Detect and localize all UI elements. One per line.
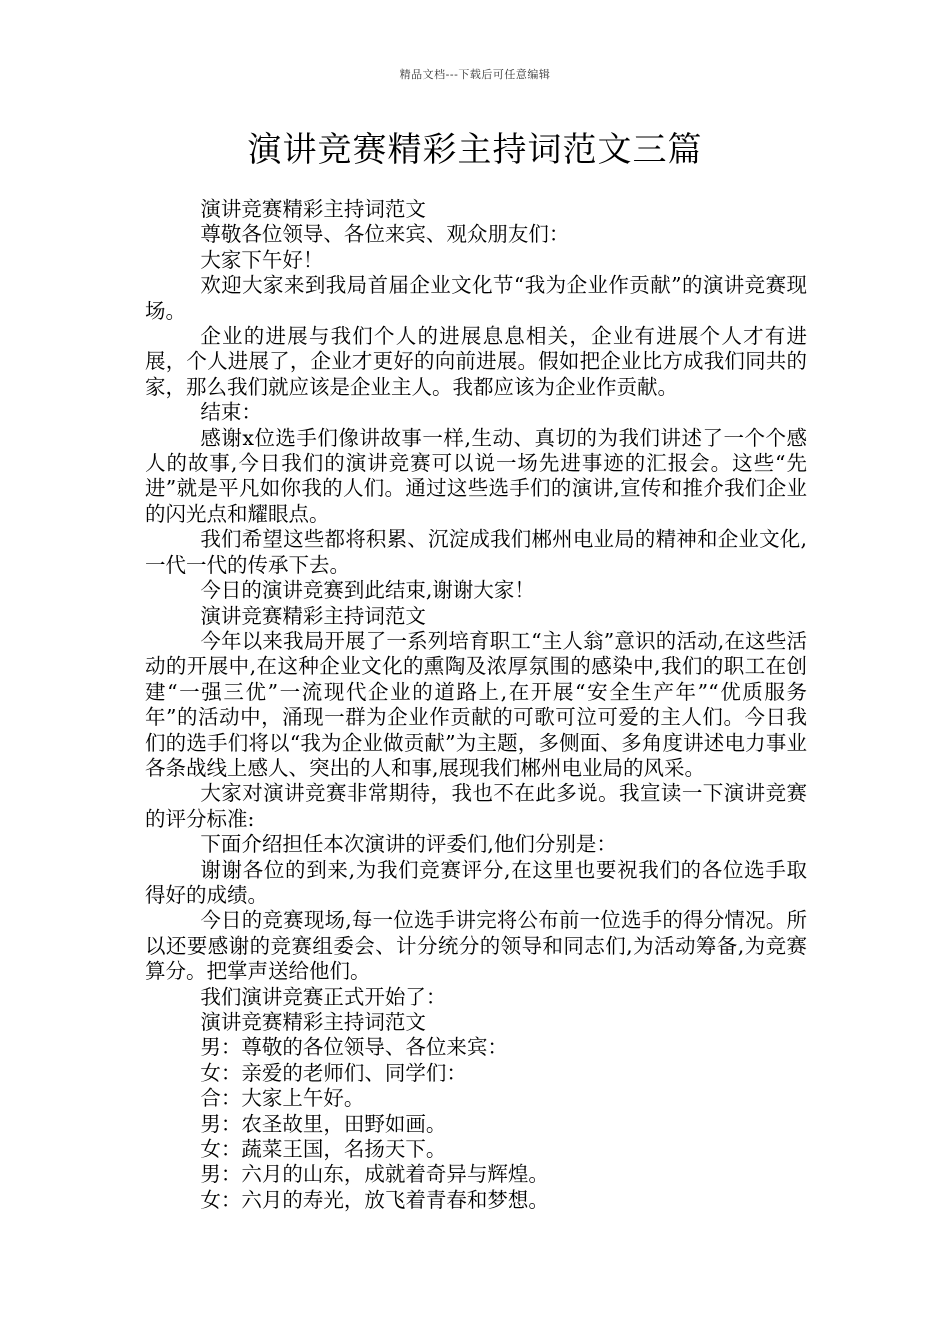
paragraph: 合：大家上午好。 bbox=[200, 1086, 365, 1111]
paragraph: 今年以来我局开展了一系列培育职工“主人翁”意识的活动,在这些活动的开展中,在这种企业文化的熏陶及浓厚氛围的感染中,我们的职工在创建“一强三优”一流现代企业的道路上,在开展“安全生产年”“优质服务年”的活动中，涌现一群为企业作贡献的可歌可泣可爱的主人们。今日我们的选手们将以“我为企业做贡献”为主题，多侧面、多角度讲述电力事业各条战线上感人、突出的人和事,展现我们郴州电业局的风采。 bbox=[145, 628, 807, 780]
paragraph: 今日的演讲竞赛到此结束,谢谢大家！ bbox=[200, 578, 535, 603]
paragraph: 演讲竞赛精彩主持词范文 bbox=[200, 603, 426, 628]
paragraph: 男：农圣故里，田野如画。 bbox=[200, 1111, 447, 1136]
paragraph: 我们演讲竞赛正式开始了： bbox=[200, 984, 447, 1009]
paragraph: 谢谢各位的到来,为我们竞赛评分,在这里也要祝我们的各位选手取得好的成绩。 bbox=[145, 857, 807, 907]
paragraph: 演讲竞赛精彩主持词范文 bbox=[200, 197, 426, 221]
page-header-note: 精品文档---下载后可任意编辑 bbox=[399, 68, 551, 81]
paragraph: 演讲竞赛精彩主持词范文 bbox=[200, 1010, 426, 1034]
paragraph: 欢迎大家来到我局首届企业文化节“我为企业作贡献”的演讲竞赛现场。 bbox=[145, 273, 807, 323]
paragraph: 我们希望这些都将积累、沉淀成我们郴州电业局的精神和企业文化,一代一代的传承下去。 bbox=[145, 527, 807, 577]
document-title: 演讲竞赛精彩主持词范文三篇 bbox=[247, 130, 703, 170]
paragraph: 今日的竞赛现场,每一位选手讲完将公布前一位选手的得分情况。所以还要感谢的竞赛组委会、计分统分的领导和同志们,为活动筹备,为竞赛算分。把掌声送给他们。 bbox=[145, 908, 807, 984]
paragraph: 结束： bbox=[200, 400, 262, 425]
paragraph: 下面介绍担任本次演讲的评委们,他们分别是： bbox=[200, 832, 617, 857]
paragraph: 感谢x位选手们像讲故事一样,生动、真切的为我们讲述了一个个感人的故事,今日我们的演讲竞赛可以说一场先进事迹的汇报会。这些“先进”就是平凡如你我的人们。通过这些选手们的演讲,宣传和推介我们企业的闪光点和耀眼点。 bbox=[145, 425, 807, 526]
paragraph: 大家对演讲竞赛非常期待，我也不在此多说。我宣读一下演讲竞赛的评分标准: bbox=[145, 781, 807, 831]
paragraph: 尊敬各位领导、各位来宾、观众朋友们： bbox=[200, 222, 570, 247]
paragraph: 企业的进展与我们个人的进展息息相关，企业有进展个人才有进展，个人进展了，企业才更好的向前进展。假如把企业比方成我们同共的家，那么我们就应该是企业主人。我都应该为企业作贡献。 bbox=[145, 324, 807, 399]
paragraph: 女：亲爱的老师们、同学们： bbox=[200, 1060, 467, 1085]
paragraph: 大家下午好！ bbox=[200, 247, 324, 272]
paragraph: 女：蔬菜王国，名扬天下。 bbox=[200, 1137, 447, 1162]
document-body bbox=[145, 197, 807, 1213]
paragraph: 男：六月的山东，成就着奇异与辉煌。 bbox=[200, 1162, 549, 1187]
paragraph: 女：六月的寿光，放飞着青春和梦想。 bbox=[200, 1187, 549, 1212]
paragraph: 男：尊敬的各位领导、各位来宾： bbox=[200, 1035, 508, 1060]
